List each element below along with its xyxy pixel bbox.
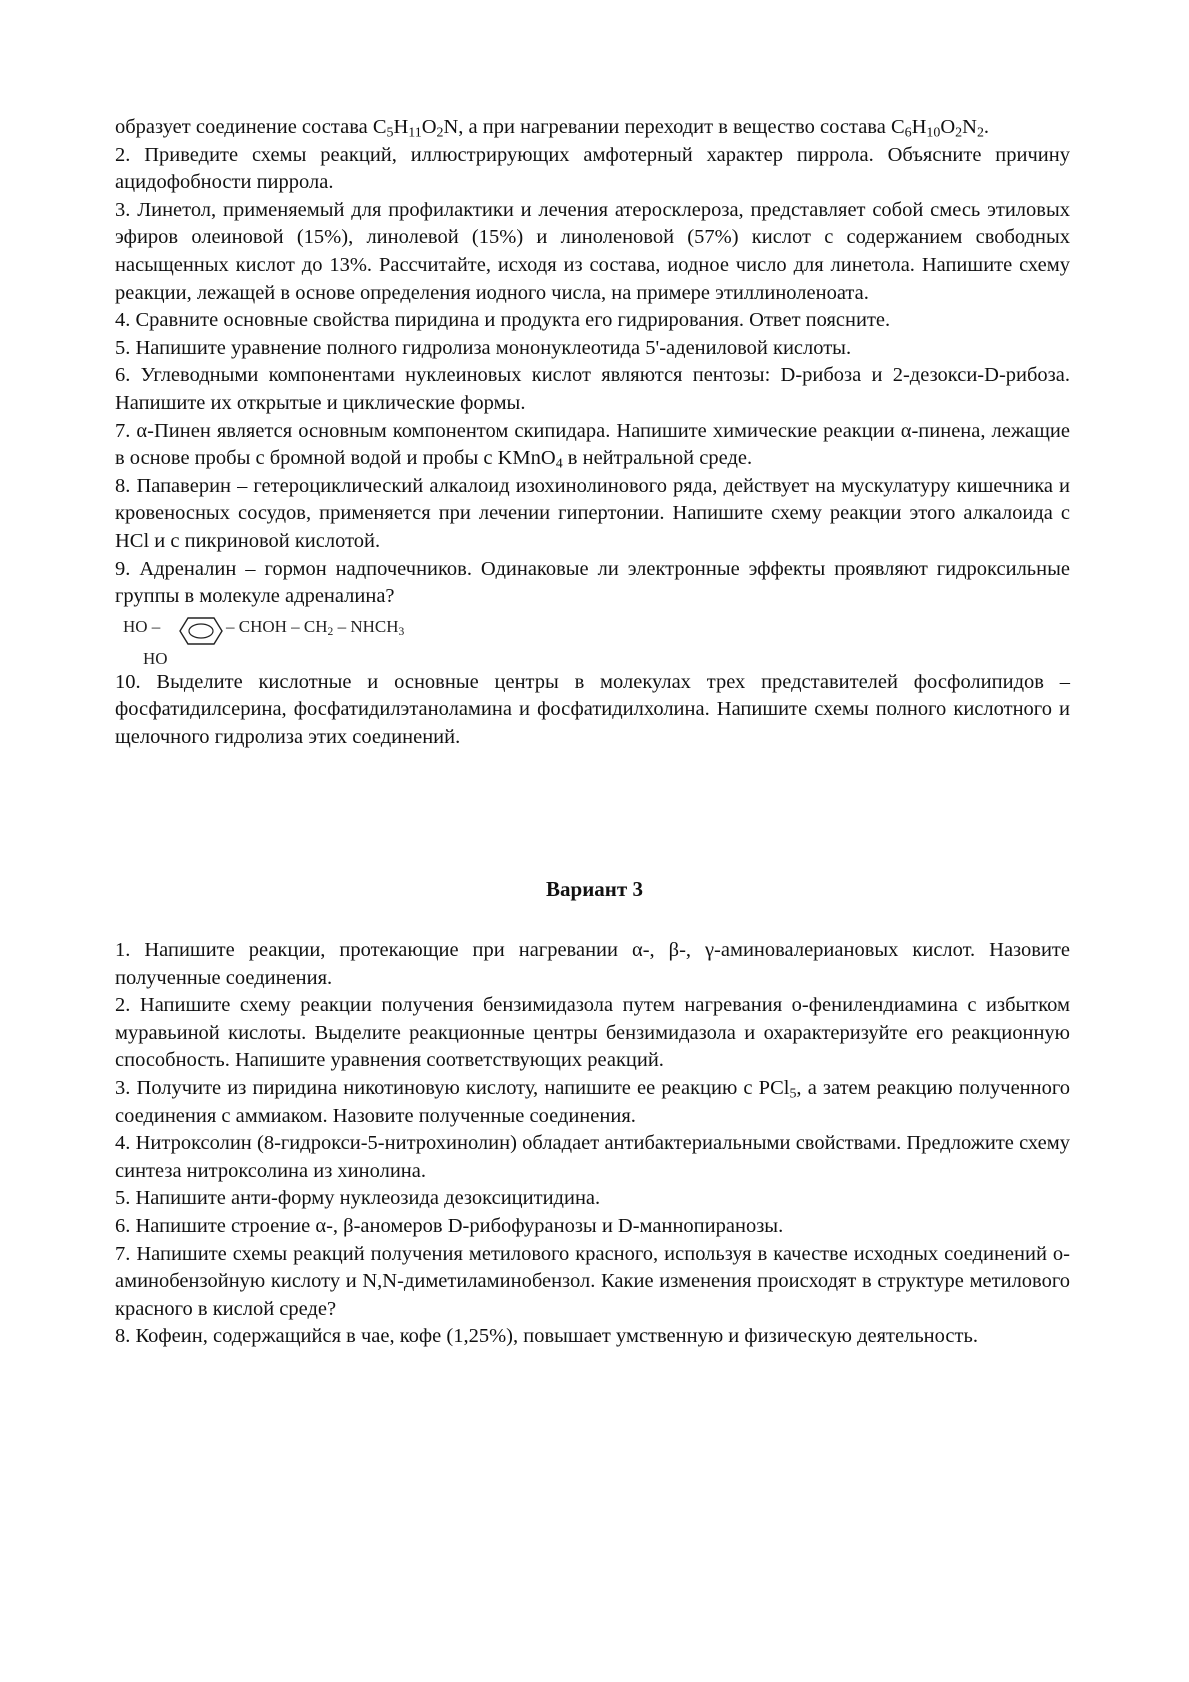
question-8: 8. Папаверин – гетероциклический алкалоид изохинолинового ряда, действует на мускулатуру кишечника и кровеносных сосудов, применяется при лечении гипертонии. Напишите схему реакции этого алкалоида с HCl и с пикриновой кислотой. [115,474,1070,552]
adrenaline-formula [123,611,1070,669]
paragraph-1-continuation: образует соединение состава $C_5H_{11}O_2N$, а при нагревании переходит в вещество состава $C_6H_{10}O_2N_2$. [115,116,990,141]
benzene-ring-icon [178,614,224,648]
question-3: 3. Линетол, применяемый для профилактики и лечения атеросклероза, представляет собой смесь этиловых эфиров олеиновой (15%), линолевой (15%) и линоленовой (57%) кислот с содержанием свободных насыщенных кислот до 13%. Рассчитайте, исходя из состава, иодное число для линетола. Напишите схему реакции, лежащей в основе определения иодного числа, на примере этиллиноленоата. [115,198,1070,304]
v3-question-8: 8. Кофеин, содержащийся в чае, кофе (1,25%), повышает умственную и физическую деятельность. [115,1325,978,1348]
question-4: 4. Сравните основные свойства пиридина и продукта его гидрирования. Ответ поясните. [115,309,891,332]
v3-question-3: 3. Получите из пиридина никотиновую кислоту, напишите ее реакцию с PCl$_5$, а затем реакцию полученного соединения с аммиаком. Назовите полученные соединения. [115,1076,1071,1127]
v3-question-2: 2. Напишите схему реакции получения бензимидазола путем нагревания о-фенилендиамина с избытком муравьиной кислоты. Выделите реакционные центры бензимидазола и охарактеризуйте его реакционную способность. Напишите уравнения соответствующих реакций. [115,994,1070,1072]
question-7: 7. α-Пинен является основным компонентом скипидара. Напишите химические реакции α-пинена, лежащие в основе пробы с бромной водой и пробы с KMnO$_4$ в нейтральной среде. [115,419,1070,472]
section-1 [115,114,1070,751]
question-10: 10. Выделите кислотные и основные центры в молекулах трех представителей фосфолипидов – фосфатидилсерина, фосфатидилэтаноламина и фосфатидилхолина. Напишите схемы полного кислотного и щелочного гидролиза этих соединений. [115,670,1070,748]
question-9: 9. Адреналин – гормон надпочечников. Одинаковые ли электронные эффекты проявляют гидроксильные группы в молекуле адреналина? [115,557,1070,608]
v3-question-5: 5. Напишите анти-форму нуклеозида дезоксицитидина. [115,1187,601,1210]
question-2: 2. Приведите схемы реакций, иллюстрирующих амфотерный характер пиррола. Объясните причину ацидофобности пиррола. [115,143,1070,194]
formula-ho-left: HO – [123,616,161,636]
question-6: 6. Углеводными компонентами нуклеиновых кислот являются пентозы: D-рибоза и 2-дезокси-D-рибоза. Напишите их открытые и циклические формы. [115,364,1070,414]
v3-question-6: 6. Напишите строение α-, β-аномеров D-рибофуранозы и D-маннопиранозы. [115,1214,784,1237]
v3-question-4: 4. Нитроксолин (8-гидрокси-5-нитрохинолин) обладает антибактериальными свойствами. Предложите схему синтеза нитроксолина из хинолина. [115,1132,1070,1182]
variant-heading: Вариант 3 [546,877,643,901]
section-2 [115,937,1070,1351]
formula-chain: – CHOH – $CH_2$ – $NHCH_3$ [226,616,405,638]
formula-ho-bottom: HO [143,648,168,668]
v3-question-7: 7. Напишите схемы реакций получения метилового красного, используя в качестве исходных соединений о-аминобензойную кислоту и N,N-диметиламинобензол. Какие изменения происходят в структуре метилового красного в кислой среде? [115,1242,1070,1320]
question-5: 5. Напишите уравнение полного гидролиза мононуклеотида 5'-адениловой кислоты. [115,336,852,359]
v3-question-1: 1. Напишите реакции, протекающие при нагревании α-, β-, γ-аминовалериановых кислот. Назовите полученные соединения. [115,939,1070,989]
